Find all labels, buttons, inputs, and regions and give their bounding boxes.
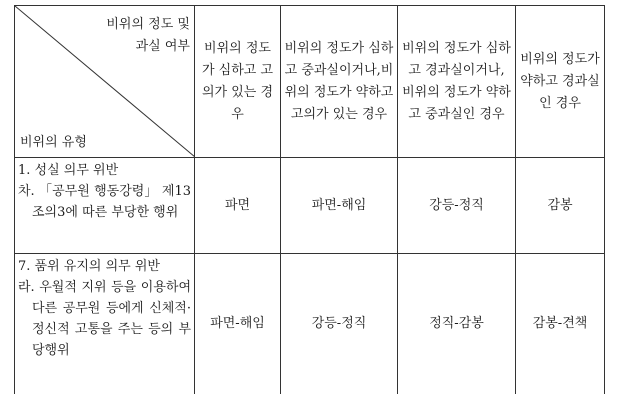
header-corner-cell <box>15 6 195 158</box>
corner-top-line2: 과실 여부 <box>135 39 190 54</box>
column-header-3: 비위의 정도가 심하고 경과실이거나, 비위의 정도가 약하고 중과실인 경우 <box>398 6 516 158</box>
penalty-cell: 감봉 <box>516 158 605 254</box>
header-row <box>15 6 605 158</box>
violation-type-cell <box>15 158 195 254</box>
violation-type-cell <box>15 254 195 394</box>
corner-top-line1: 비위의 정도 및 <box>106 17 190 32</box>
table-row <box>15 158 605 254</box>
penalty-cell: 파면-해임 <box>281 158 398 254</box>
penalty-cell: 파면-해임 <box>195 254 281 394</box>
violation-item: 라. 우월적 지위 등을 이용하여 다른 공무원 등에게 신체적·정신적 고통을 주는 등의 부당행위 <box>18 280 191 358</box>
violation-category: 1. 성실 의무 위반 <box>18 163 119 178</box>
corner-label-severity <box>106 14 190 58</box>
penalty-cell: 강등-정직 <box>281 254 398 394</box>
column-header-2: 비위의 정도가 심하고 중과실이거나,비위의 정도가 약하고 고의가 있는 경우 <box>281 6 398 158</box>
penalty-cell: 강등-정직 <box>398 158 516 254</box>
corner-label-type: 비위의 유형 <box>20 135 87 150</box>
penalty-cell: 파면 <box>195 158 281 254</box>
column-header-4: 비위의 정도가 약하고 경과실인 경우 <box>516 6 605 158</box>
violation-category: 7. 품위 유지의 의무 위반 <box>18 259 160 274</box>
table-row <box>15 254 605 394</box>
penalty-cell: 감봉-견책 <box>516 254 605 394</box>
column-header-1: 비위의 정도가 심하고 고의가 있는 경우 <box>195 6 281 158</box>
disciplinary-criteria-table <box>14 5 605 394</box>
violation-item: 차. 「공무원 행동강령」 제13조의3에 따른 부당한 행위 <box>18 184 191 220</box>
penalty-cell: 정직-감봉 <box>398 254 516 394</box>
